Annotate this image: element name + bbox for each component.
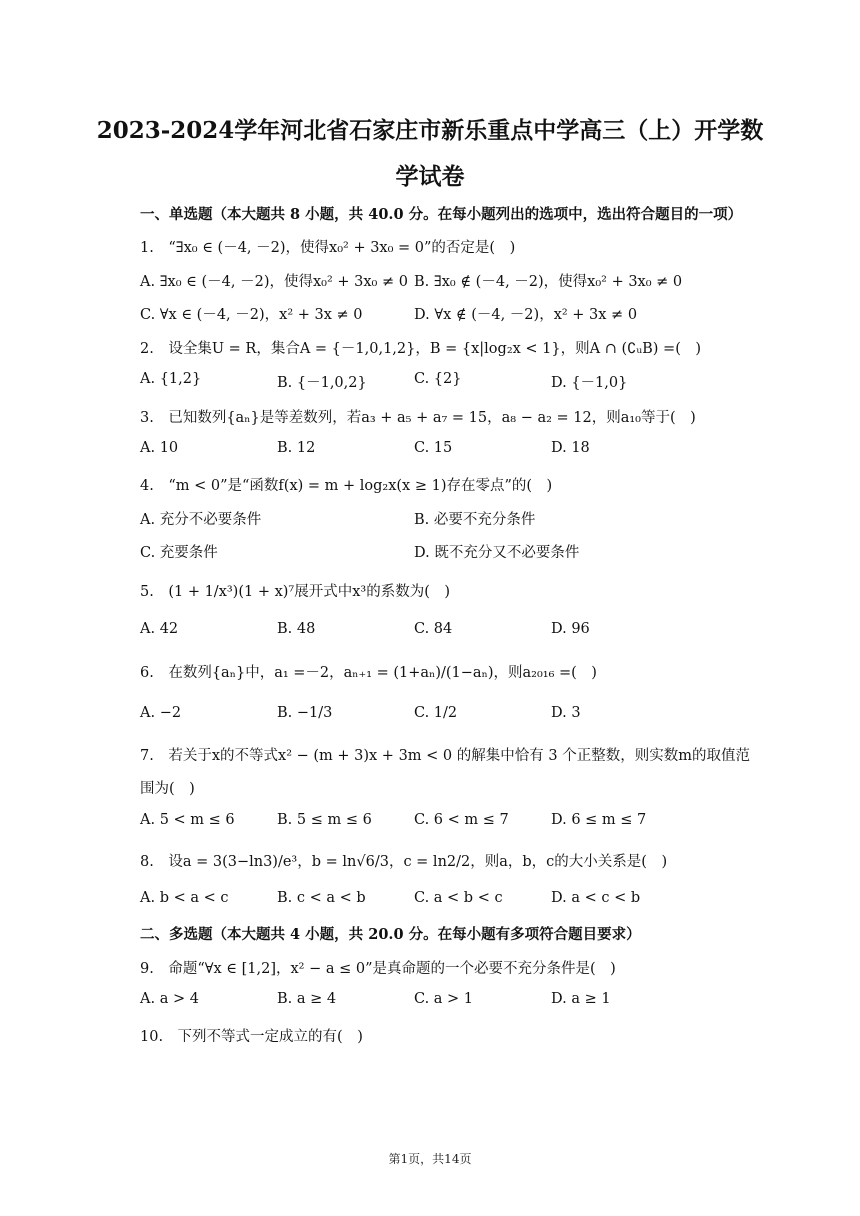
- question-3-option-b: B. 12: [277, 440, 316, 456]
- question-7-option-d: D. 6 ≤ m ≤ 7: [551, 812, 647, 828]
- question-1-stem: 1. “∃x₀ ∈ (－4, －2)，使得x₀² + 3x₀ = 0”的否定是( ): [140, 240, 516, 256]
- question-8-stem: 8. 设a = 3(3−ln3)/e³，b = ln√6/3，c = ln2/2，则a，b，c的大小关系是( ): [140, 854, 668, 870]
- question-6-option-d: D. 3: [551, 705, 581, 721]
- question-9-option-a: A. a > 4: [140, 991, 199, 1007]
- question-6-stem: 6. 在数列{aₙ}中，a₁ =－2，aₙ₊₁ = (1+aₙ)/(1−aₙ)，则a₂₀₁₆ =( ): [140, 665, 597, 681]
- question-8-option-a: A. b < a < c: [140, 890, 229, 906]
- question-8-option-c: C. a < b < c: [414, 890, 503, 906]
- question-5-option-d: D. 96: [551, 621, 590, 637]
- question-5-option-a: A. 42: [140, 621, 179, 637]
- question-4-option-b: B. 必要不充分条件: [414, 512, 536, 528]
- question-1-option-b: B. ∃x₀ ∉ (－4, －2)，使得x₀² + 3x₀ ≠ 0: [414, 274, 683, 290]
- question-1-option-d: D. ∀x ∉ (－4, －2)，x² + 3x ≠ 0: [414, 307, 638, 323]
- page-footer: 第1页，共14页: [388, 1152, 472, 1166]
- question-9-stem: 9. 命题“∀x ∈ [1,2]，x² − a ≤ 0”是真命题的一个必要不充分条件是( ): [140, 961, 616, 977]
- question-4-option-c: C. 充要条件: [140, 545, 218, 561]
- question-7-stem-continued: 围为( ): [140, 781, 195, 797]
- question-3-stem: 3. 已知数列{aₙ}是等差数列，若a₃ + a₅ + a₇ = 15，a₈ − a₂ = 12，则a₁₀等于( ): [140, 410, 696, 426]
- question-5-stem: 5. (1 + 1/x³)(1 + x)⁷展开式中x³的系数为( ): [140, 584, 451, 600]
- question-4-option-a: A. 充分不必要条件: [140, 512, 262, 528]
- question-5-option-c: C. 84: [414, 621, 453, 637]
- question-7-option-c: C. 6 < m ≤ 7: [414, 812, 509, 828]
- question-2-option-a: A. {1,2}: [140, 371, 202, 387]
- exam-title-line2: 学试卷: [395, 163, 465, 190]
- question-4-option-d: D. 既不充分又不必要条件: [414, 545, 580, 561]
- question-6-option-b: B. −1/3: [277, 705, 333, 721]
- question-1-option-c: C. ∀x ∈ (－4, －2)，x² + 3x ≠ 0: [140, 307, 363, 323]
- question-5-option-b: B. 48: [277, 621, 316, 637]
- question-6-option-a: A. −2: [140, 705, 182, 721]
- section-heading-multiple-choice: 二、多选题（本大题共 4 小题，共 20.0 分。在每小题有多项符合题目要求）: [140, 926, 641, 943]
- question-9-option-b: B. a ≥ 4: [277, 991, 337, 1007]
- question-7-stem: 7. 若关于x的不等式x² − (m + 3)x + 3m < 0 的解集中恰有 3 个正整数，则实数m的取值范: [140, 748, 750, 764]
- question-9-option-d: D. a ≥ 1: [551, 991, 611, 1007]
- question-6-option-c: C. 1/2: [414, 705, 458, 721]
- question-3-option-c: C. 15: [414, 440, 453, 456]
- question-2-stem: 2. 设全集U = R，集合A = {－1,0,1,2}，B = {x|log₂x < 1}，则A ∩ (∁ᵤB) =( ): [140, 341, 702, 357]
- question-2-option-c: C. {2}: [414, 371, 462, 387]
- question-1-option-a: A. ∃x₀ ∈ (－4, －2)，使得x₀² + 3x₀ ≠ 0: [140, 274, 408, 290]
- question-3-option-d: D. 18: [551, 440, 590, 456]
- question-9-option-c: C. a > 1: [414, 991, 474, 1007]
- question-2-option-d: D. {－1,0}: [551, 375, 628, 391]
- question-8-option-b: B. c < a < b: [277, 890, 366, 906]
- question-4-stem: 4. “m < 0”是“函数f(x) = m + log₂x(x ≥ 1)存在零点”的( ): [140, 478, 553, 494]
- question-2-option-b: B. {－1,0,2}: [277, 375, 367, 391]
- question-7-option-a: A. 5 < m ≤ 6: [140, 812, 235, 828]
- exam-title-line1: 2023-2024学年河北省石家庄市新乐重点中学高三（上）开学数: [96, 117, 764, 144]
- question-3-option-a: A. 10: [140, 440, 179, 456]
- question-8-option-d: D. a < c < b: [551, 890, 641, 906]
- question-7-option-b: B. 5 ≤ m ≤ 6: [277, 812, 372, 828]
- section-heading-single-choice: 一、单选题（本大题共 8 小题，共 40.0 分。在每小题列出的选项中，选出符合题目的一项）: [140, 206, 743, 223]
- question-10-stem: 10. 下列不等式一定成立的有( ): [140, 1029, 363, 1045]
